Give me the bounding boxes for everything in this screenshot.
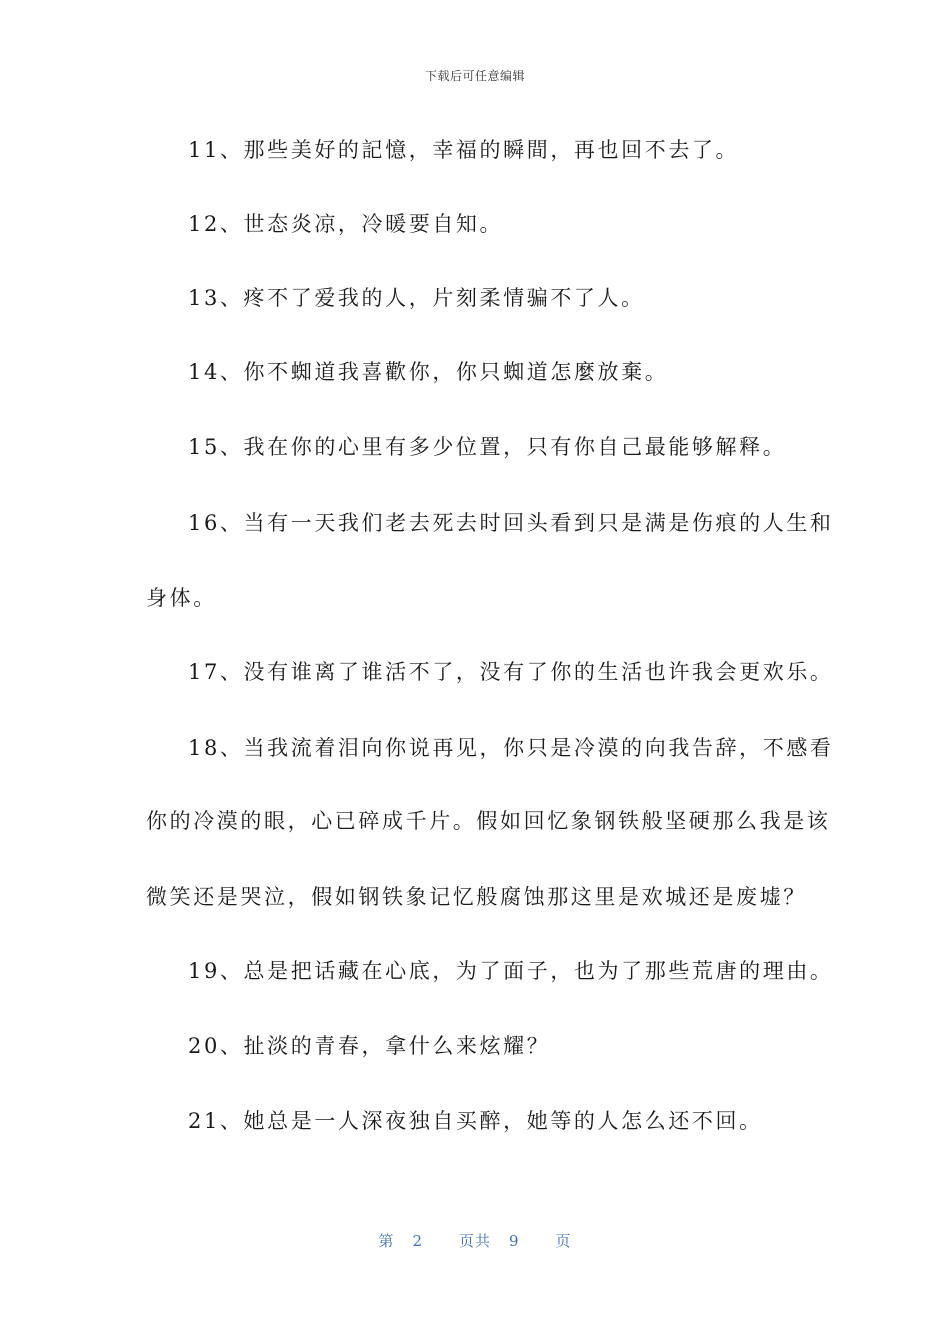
paragraph-line-15: 15、我在你的心里有多少位置，只有你自己最能够解释。 bbox=[188, 435, 787, 459]
footer-page-mid: 页共 bbox=[458, 1232, 491, 1250]
page-footer bbox=[0, 1230, 950, 1251]
paragraph-line-21: 21、她总是一人深夜独自买醉，她等的人怎么还不回。 bbox=[188, 1109, 763, 1133]
paragraph-line-14: 14、你不蜘道我喜歡你，你只蜘道怎麼放棄。 bbox=[188, 360, 669, 384]
paragraph-line-17: 17、没有谁离了谁活不了，没有了你的生活也许我会更欢乐。 bbox=[188, 660, 834, 684]
footer-page-prefix: 第 bbox=[378, 1232, 395, 1250]
paragraph-line-13: 13、疼不了爱我的人，片刻柔情骗不了人。 bbox=[188, 286, 645, 310]
footer-total-pages: 9 bbox=[509, 1232, 520, 1250]
paragraph-line-19: 19、总是把话藏在心底，为了面子，也为了那些荒唐的理由。 bbox=[188, 959, 834, 983]
paragraph-line-12: 12、世态炎凉，冷暖要自知。 bbox=[188, 212, 504, 236]
footer-page-suffix: 页 bbox=[555, 1232, 572, 1250]
paragraph-line-18-continued-1: 你的冷漠的眼，心已碎成千片。假如回忆象钢铁般坚硬那么我是该 bbox=[146, 809, 831, 833]
paragraph-line-18: 18、当我流着泪向你说再见，你只是冷漠的向我告辞，不感看 bbox=[188, 736, 834, 760]
paragraph-line-11: 11、那些美好的記憶，幸福的瞬間，再也回不去了。 bbox=[188, 138, 740, 162]
paragraph-line-20: 20、扯淡的青春，拿什么来炫耀？ bbox=[188, 1034, 551, 1058]
page-header: 下载后可任意编辑 bbox=[424, 69, 525, 83]
paragraph-line-18-continued-2: 微笑还是哭泣，假如钢铁象记忆般腐蚀那这里是欢城还是废墟？ bbox=[146, 885, 807, 909]
paragraph-line-16-continued: 身体。 bbox=[146, 586, 217, 610]
paragraph-line-16: 16、当有一天我们老去死去时回头看到只是满是伤痕的人生和 bbox=[188, 511, 834, 535]
footer-page-number: 2 bbox=[412, 1232, 423, 1250]
